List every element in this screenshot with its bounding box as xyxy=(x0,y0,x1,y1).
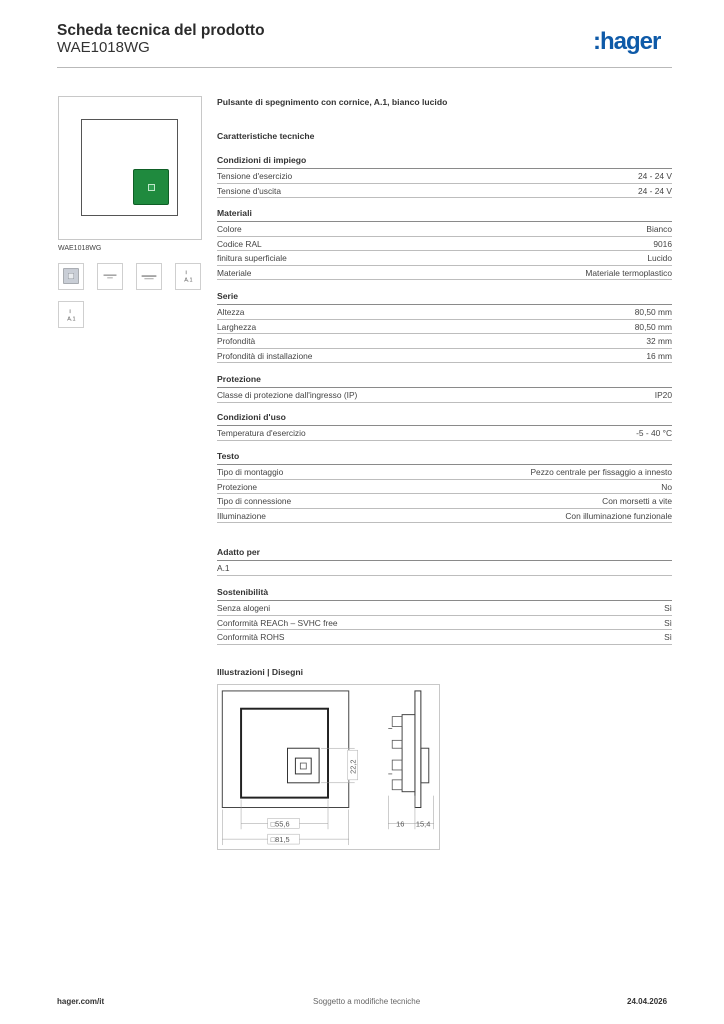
spec-value: 24 - 24 V xyxy=(638,185,672,196)
spec-row xyxy=(217,320,672,335)
spec-value: Con morsetti a vite xyxy=(602,496,672,506)
drawing-thumb-side[interactable] xyxy=(136,263,162,290)
spec-label: Tipo di montaggio xyxy=(217,467,284,477)
svg-text:A.1: A.1 xyxy=(67,316,76,323)
spec-value: No xyxy=(661,481,672,492)
spec-row xyxy=(217,222,672,237)
footer-website[interactable]: hager.com/it xyxy=(57,997,105,1006)
spec-value: Con illuminazione funzionale xyxy=(565,510,672,521)
product-code: WAE1018WG xyxy=(57,39,150,56)
drawing-thumb-front[interactable] xyxy=(97,263,123,290)
spec-row xyxy=(217,184,672,199)
spec-value: 16 mm xyxy=(646,350,672,361)
spec-section-title: Materiali xyxy=(217,208,252,218)
spec-label: Temperatura d'esercizio xyxy=(217,428,306,438)
spec-label: Materiale xyxy=(217,267,252,278)
image-caption: WAE1018WG xyxy=(58,245,102,252)
spec-section-title: Adatto per xyxy=(217,547,260,557)
spec-label: Illuminazione xyxy=(217,510,266,521)
spec-label: finitura superficiale xyxy=(217,253,287,263)
spec-row xyxy=(217,426,672,441)
spec-label: A.1 xyxy=(217,563,230,573)
spec-value: Sì xyxy=(664,603,672,613)
svg-text:□55,6: □55,6 xyxy=(270,819,290,829)
led-indicator xyxy=(148,184,155,191)
spec-row xyxy=(217,237,672,252)
spec-value: Sì xyxy=(664,617,672,628)
spec-value: IP20 xyxy=(654,390,672,400)
spec-value: 9016 xyxy=(653,238,672,249)
spec-value: 24 - 24 V xyxy=(638,171,672,181)
product-description: Pulsante di spegnimento con cornice, A.1, bianco lucido xyxy=(217,97,448,107)
spec-label: Altezza xyxy=(217,307,245,317)
product-photo-thumb[interactable] xyxy=(58,263,84,290)
technical-features-heading: Caratteristiche tecniche xyxy=(217,131,315,141)
spec-label: Larghezza xyxy=(217,321,257,332)
spec-section-title: Testo xyxy=(217,451,240,461)
spec-section-title: Serie xyxy=(217,291,239,301)
spec-label: Conformità REACh – SVHC free xyxy=(217,617,338,628)
svg-text:22,2: 22,2 xyxy=(348,759,358,774)
spec-row xyxy=(217,266,672,281)
spec-label: Codice RAL xyxy=(217,238,262,249)
spec-section-title: Condizioni d'uso xyxy=(217,412,286,422)
header-divider xyxy=(57,67,672,68)
spec-row xyxy=(217,169,672,184)
symbol-thumb-a1-alt[interactable] xyxy=(58,301,84,328)
spec-row xyxy=(217,349,672,364)
spec-label: Tipo di connessione xyxy=(217,496,292,506)
spec-row xyxy=(217,616,672,631)
spec-label: Tensione d'uscita xyxy=(217,185,281,196)
spec-row xyxy=(217,561,672,576)
document-title: Scheda tecnica del prodotto xyxy=(57,22,265,39)
product-image[interactable] xyxy=(58,96,202,240)
spec-row xyxy=(217,465,672,480)
svg-text:16: 16 xyxy=(396,819,405,829)
spec-row xyxy=(217,251,672,266)
drawings-heading: Illustrazioni | Disegni xyxy=(217,667,303,677)
spec-section-title: Sostenibilità xyxy=(217,587,269,597)
spec-label: Colore xyxy=(217,224,242,234)
spec-value: Pezzo centrale per fissaggio a innesto xyxy=(530,467,672,477)
hager-logo xyxy=(593,27,675,57)
svg-text::hager: :hager xyxy=(593,28,661,55)
spec-row xyxy=(217,334,672,349)
svg-text:□81,5: □81,5 xyxy=(270,835,290,845)
spec-row xyxy=(217,480,672,495)
spec-label: Profondità xyxy=(217,336,256,346)
spec-label: Profondità di installazione xyxy=(217,350,313,361)
spec-label: Senza alogeni xyxy=(217,603,271,613)
symbol-thumb-a1[interactable] xyxy=(175,263,201,290)
footer-note: Soggetto a modifiche tecniche xyxy=(313,997,421,1006)
spec-row xyxy=(217,601,672,616)
footer-date: 24.04.2026 xyxy=(627,997,668,1006)
svg-text:A.1: A.1 xyxy=(184,277,193,284)
spec-value: Lucido xyxy=(647,253,672,263)
spec-row xyxy=(217,305,672,320)
spec-value: 80,50 mm xyxy=(634,321,672,332)
spec-label: Classe di protezione dall'ingresso (IP) xyxy=(217,390,358,400)
spec-row xyxy=(217,494,672,509)
spec-value: 80,50 mm xyxy=(634,307,672,317)
spec-label: Conformità ROHS xyxy=(217,632,285,642)
spec-value: 32 mm xyxy=(646,336,672,346)
spec-section-title: Protezione xyxy=(217,374,261,384)
spec-value: -5 - 40 °C xyxy=(636,428,672,438)
green-push-button xyxy=(133,169,169,205)
spec-row xyxy=(217,630,672,645)
spec-label: Protezione xyxy=(217,481,258,492)
spec-value: Materiale termoplastico xyxy=(585,267,672,278)
spec-row xyxy=(217,388,672,403)
technical-drawing[interactable] xyxy=(217,684,440,850)
spec-section-title: Condizioni di impiego xyxy=(217,155,307,165)
spec-row xyxy=(217,509,672,524)
spec-value: Sì xyxy=(664,632,672,642)
svg-text:15,4: 15,4 xyxy=(415,819,431,829)
spec-label: Tensione d'esercizio xyxy=(217,171,293,181)
spec-value: Bianco xyxy=(646,224,672,234)
